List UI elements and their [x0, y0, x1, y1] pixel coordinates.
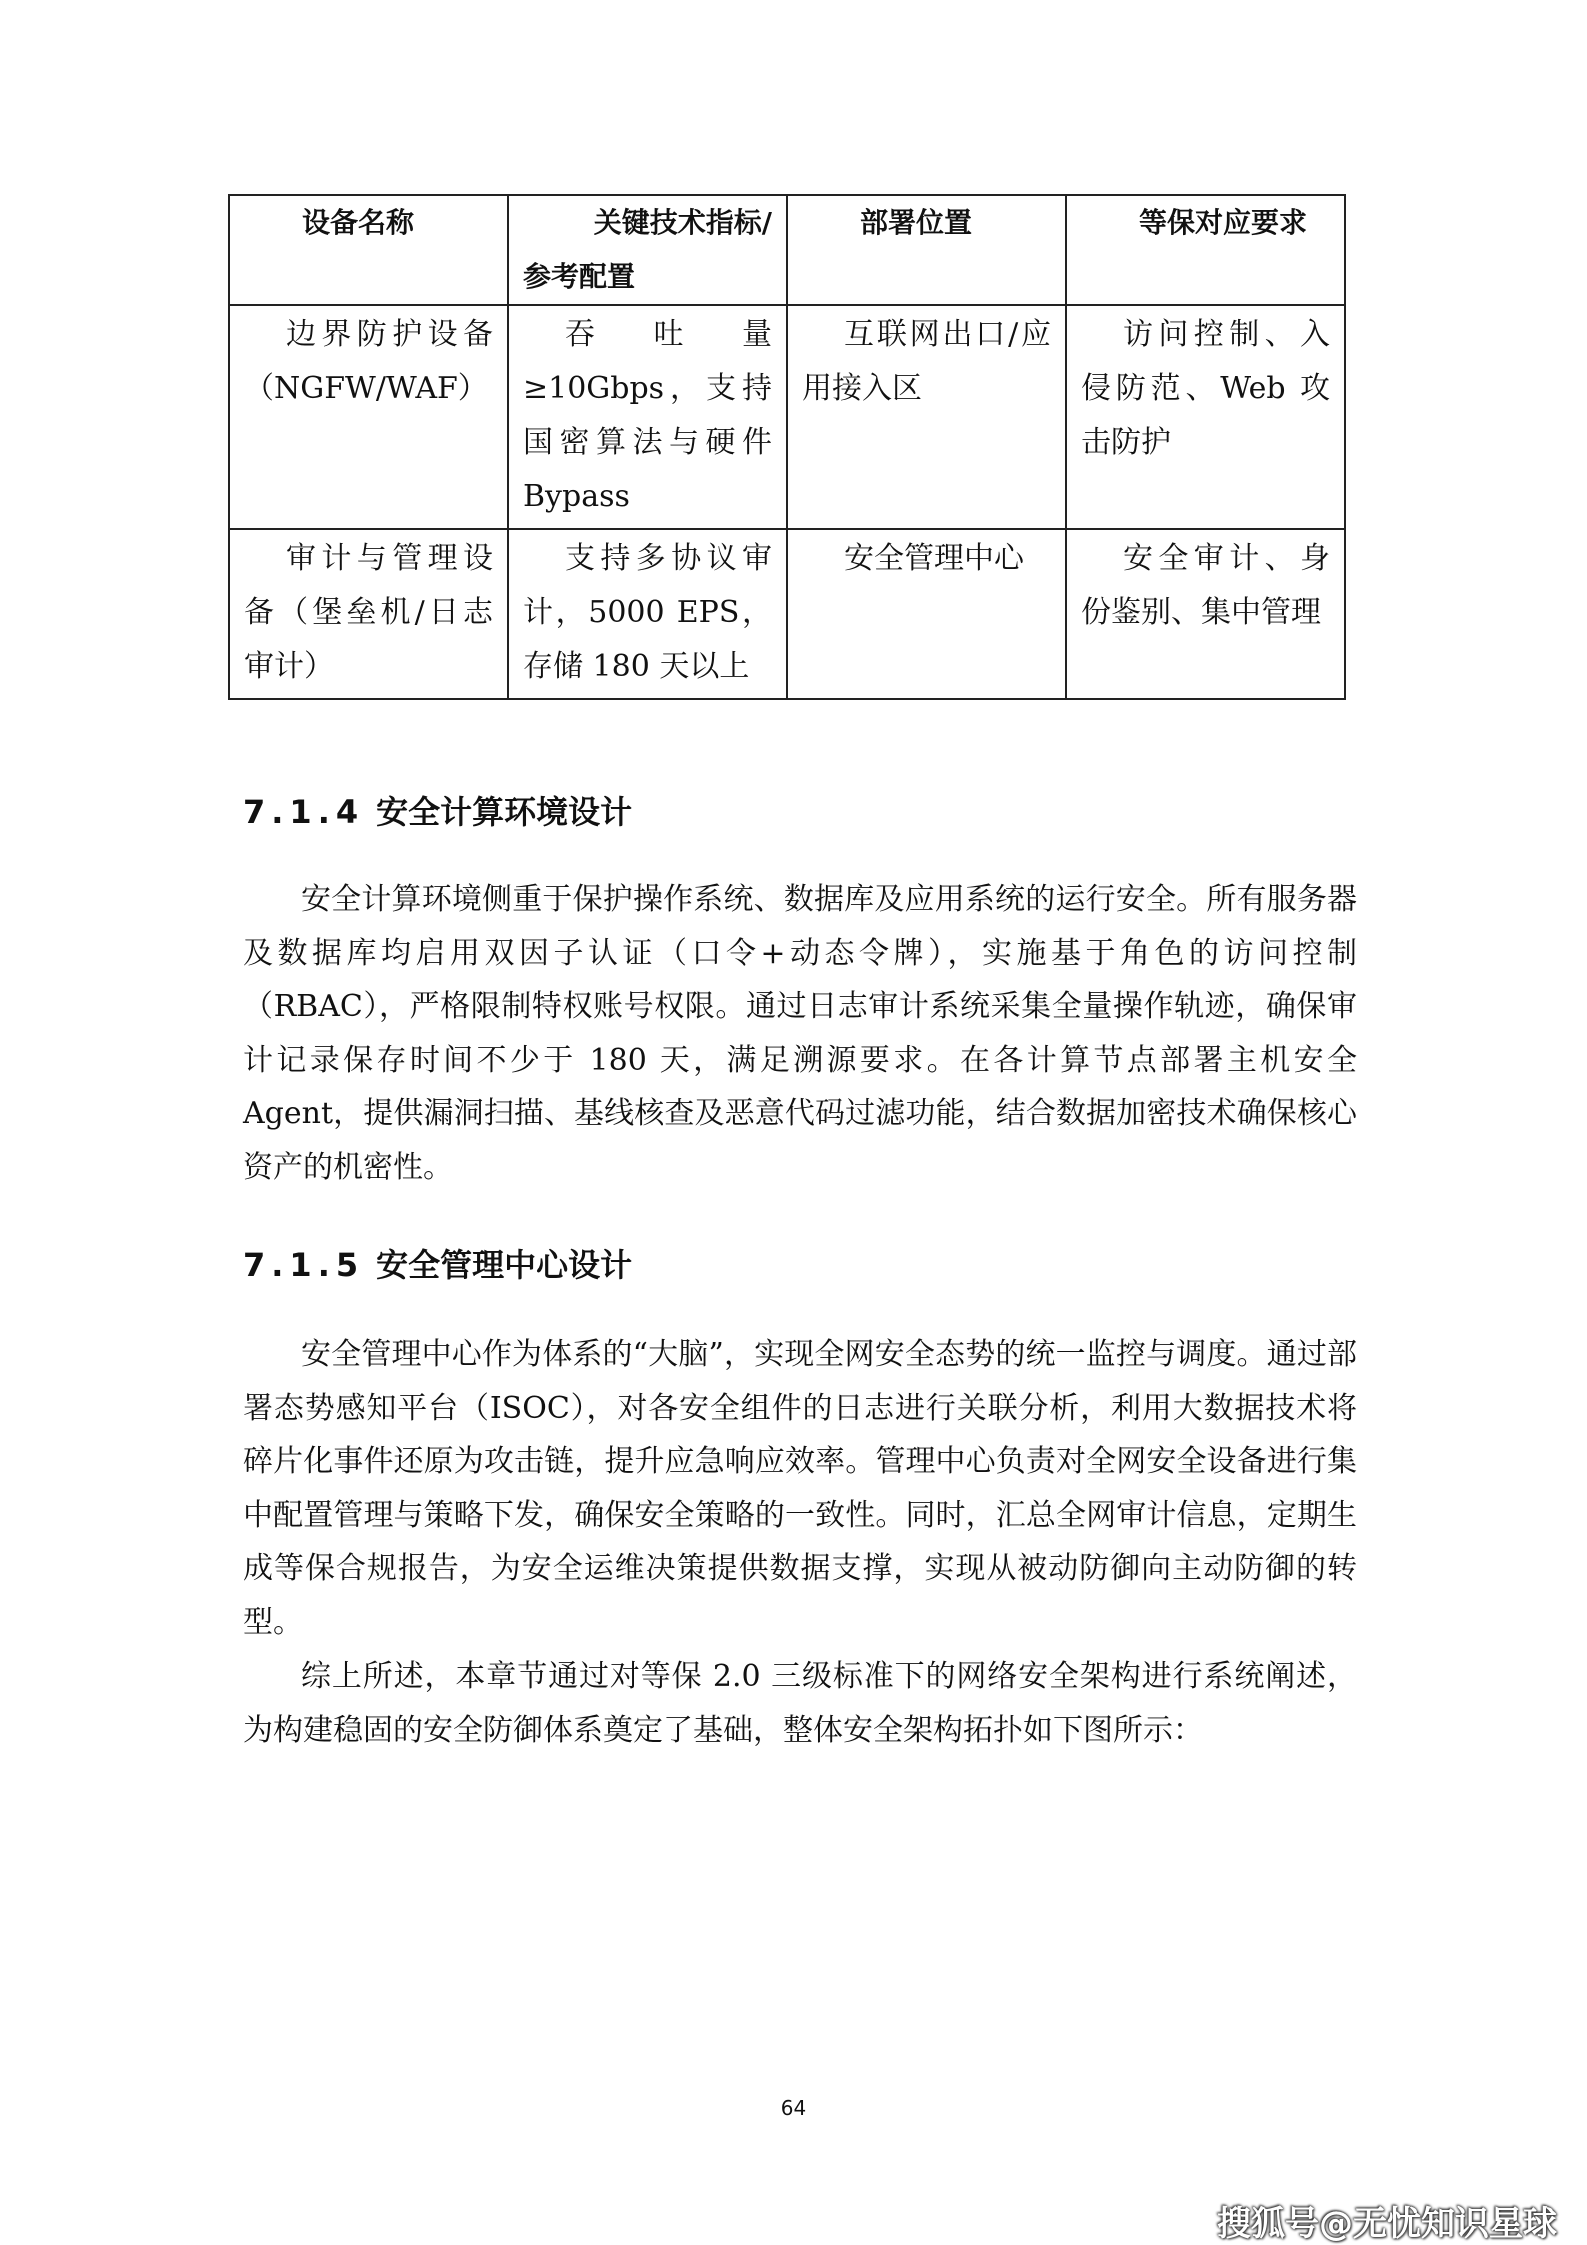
header-device-name: 设备名称 [229, 195, 508, 305]
cell-requirement: 访问控制、入侵防范、Web 攻击防护 [1066, 305, 1345, 529]
table-row [229, 529, 1345, 699]
cell-key-spec: 支持多协议审计，5000 EPS，存储 180 天以上 [508, 529, 787, 699]
watermark: 搜狐号@无忧知识星球 [1217, 2204, 1557, 2244]
header-requirement: 等保对应要求 [1066, 195, 1345, 305]
table-row [229, 305, 1345, 529]
cell-key-spec: 吞 吐 量≥10Gbps，支持国密算法与硬件 Bypass [508, 305, 787, 529]
cell-location: 互联网出口/应用接入区 [787, 305, 1066, 529]
table-header-row [229, 195, 1345, 305]
header-location: 部署位置 [787, 195, 1066, 305]
cell-device-name: 边界防护设备（NGFW/WAF） [229, 305, 508, 529]
header-key-spec [508, 195, 787, 305]
page-number: 64 [780, 2096, 807, 2120]
section-number: 7.1.5 [243, 1246, 365, 1284]
paragraph: 安全计算环境侧重于保护操作系统、数据库及应用系统的运行安全。所有服务器及数据库均启用双因子认证（口令+动态令牌），实施基于角色的访问控制（RBAC），严格限制特权账号权限。通过日志审计系统采集全量操作轨迹，确保审计记录保存时间不少于 180 天，满足溯源要求。在各计算节点部署主机安全 Agent，提供漏洞扫描、基线核查及恶意代码过滤功能，结合数据加密技术确保核心资产的机密性。 [243, 882, 1357, 1185]
cell-location: 安全管理中心 [787, 529, 1066, 699]
cell-device-name: 审计与管理设备（堡垒机/日志审计） [229, 529, 508, 699]
paragraph: 综上所述，本章节通过对等保 2.0 三级标准下的网络安全架构进行系统阐述，为构建稳固的安全防御体系奠定了基础，整体安全架构拓扑如下图所示： [243, 1659, 1357, 1748]
header-key-spec-line2: 参考配置 [523, 260, 636, 293]
section-heading [243, 792, 632, 832]
header-key-spec-line1: 关键技术指标/ [593, 206, 772, 239]
section-number: 7.1.4 [243, 793, 365, 831]
paragraph: 安全管理中心作为体系的“大脑”，实现全网安全态势的统一监控与调度。通过部署态势感知平台（ISOC），对各安全组件的日志进行关联分析，利用大数据技术将碎片化事件还原为攻击链，提升应急响应效率。管理中心负责对全网安全设备进行集中配置管理与策略下发，确保安全策略的一致性。同时，汇总全网审计信息，定期生成等保合规报告，为安全运维决策提供数据支撑，实现从被动防御向主动防御的转型。 [243, 1337, 1357, 1640]
section-title: 安全计算环境设计 [376, 793, 633, 831]
cell-requirement: 安全审计、身份鉴别、集中管理 [1066, 529, 1345, 699]
section-title: 安全管理中心设计 [376, 1246, 633, 1284]
section-heading [243, 1245, 632, 1285]
equipment-table [228, 194, 1346, 700]
